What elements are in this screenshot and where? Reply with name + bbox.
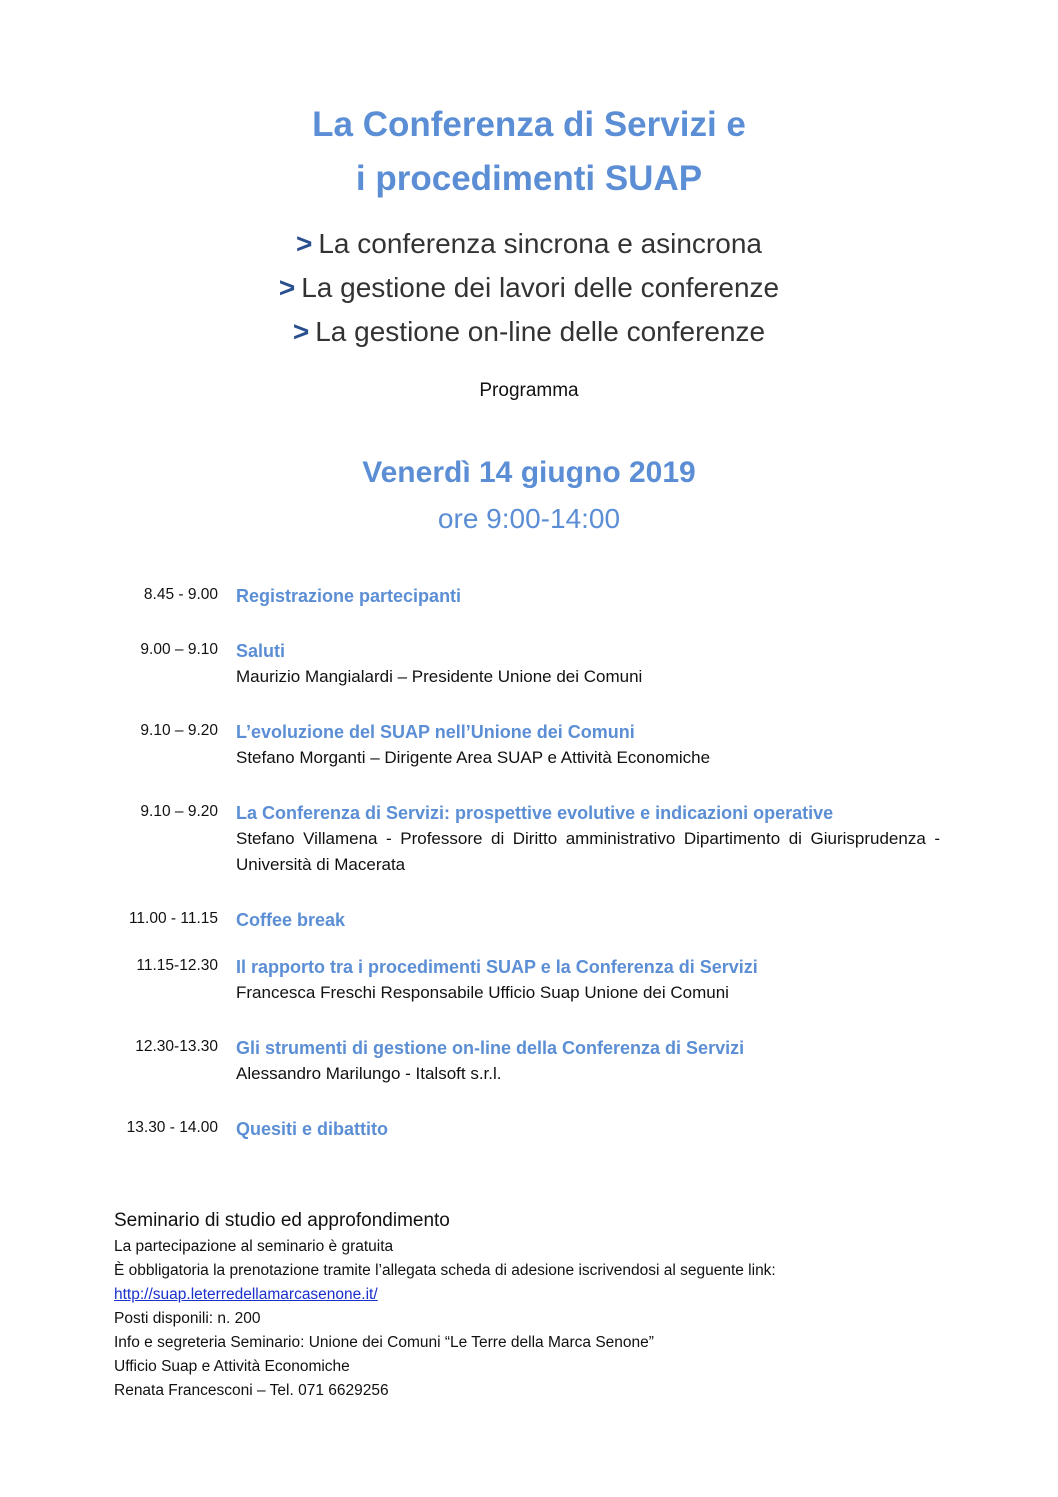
schedule-title: Saluti <box>236 641 286 661</box>
schedule-time: 9.00 – 9.10 <box>140 641 218 658</box>
schedule-speaker: Maurizio Mangialardi – Presidente Unione dei Comuni <box>236 667 643 686</box>
topic-item <box>0 310 1058 354</box>
schedule-speaker: Stefano Morganti – Dirigente Area SUAP e Attività Economiche <box>236 748 711 767</box>
schedule-item <box>100 801 940 878</box>
schedule-title: L’evoluzione del SUAP nell’Unione dei Comuni <box>236 722 635 742</box>
footer-free-note: La partecipazione al seminario è gratuita <box>114 1238 394 1255</box>
event-date: Venerdì 14 giugno 2019 <box>362 456 696 489</box>
schedule-time: 12.30-13.30 <box>135 1038 218 1055</box>
schedule-time: 8.45 - 9.00 <box>143 586 218 603</box>
topic-text: La gestione dei lavori delle conferenze <box>301 272 780 303</box>
topic-text: La conferenza sincrona e asincrona <box>318 228 762 259</box>
schedule-item <box>100 908 940 933</box>
schedule-item <box>100 720 940 771</box>
schedule-title: Coffee break <box>236 910 346 930</box>
event-hours: ore 9:00-14:00 <box>437 503 621 534</box>
registration-link[interactable]: http://suap.leterredellamarcasenone.it/ <box>114 1286 378 1303</box>
schedule-title: Il rapporto tra i procedimenti SUAP e la Conferenza di Servizi <box>236 957 758 977</box>
programma-label: Programma <box>479 380 579 401</box>
schedule-item <box>100 1036 940 1087</box>
topics-list <box>0 222 1058 354</box>
schedule-time: 11.15-12.30 <box>136 957 218 974</box>
schedule-title: Gli strumenti di gestione on-line della Conferenza di Servizi <box>236 1038 745 1058</box>
topic-text: La gestione on-line delle conferenze <box>315 316 766 347</box>
schedule-title: Registrazione partecipanti <box>236 586 462 606</box>
schedule-item <box>100 955 940 1006</box>
footer-seats: Posti disponili: n. 200 <box>114 1310 261 1327</box>
topic-item <box>0 222 1058 266</box>
arrow-icon: > <box>296 228 313 259</box>
footer-office: Ufficio Suap e Attività Economiche <box>114 1358 350 1375</box>
document-title <box>0 98 1058 206</box>
title-line-1: La Conferenza di Servizi e <box>312 105 746 144</box>
schedule <box>100 584 940 1142</box>
title-line-2: i procedimenti SUAP <box>355 159 703 198</box>
schedule-item <box>100 1117 940 1142</box>
schedule-item <box>100 639 940 690</box>
schedule-time: 9.10 – 9.20 <box>140 722 218 739</box>
schedule-time: 13.30 - 14.00 <box>126 1119 218 1136</box>
schedule-speaker: Francesca Freschi Responsabile Ufficio Suap Unione dei Comuni <box>236 983 729 1002</box>
footer-heading: Seminario di studio ed approfondimento <box>114 1210 450 1231</box>
schedule-speaker: Alessandro Marilungo - Italsoft s.r.l. <box>236 1064 502 1083</box>
arrow-icon: > <box>278 272 296 303</box>
schedule-item <box>100 584 940 609</box>
schedule-speaker: Stefano Villamena - Professore di Diritto amministrativo Dipartimento di Giurisprudenza - Università di Macerata <box>236 829 940 874</box>
footer-info-line: Info e segreteria Seminario: Unione dei Comuni “Le Terre della Marca Senone” <box>114 1334 654 1351</box>
footer-info <box>114 1207 954 1403</box>
footer-booking-note: È obbligatoria la prenotazione tramite l’allegata scheda di adesione iscrivendosi al seguente link: <box>114 1262 776 1279</box>
schedule-title: La Conferenza di Servizi: prospettive evolutive e indicazioni operative <box>236 803 834 823</box>
schedule-title: Quesiti e dibattito <box>236 1119 389 1139</box>
footer-contact: Renata Francesconi – Tel. 071 6629256 <box>114 1382 389 1399</box>
topic-item <box>0 266 1058 310</box>
arrow-icon: > <box>292 316 310 347</box>
schedule-time: 11.00 - 11.15 <box>128 910 218 927</box>
schedule-time: 9.10 – 9.20 <box>140 803 218 820</box>
